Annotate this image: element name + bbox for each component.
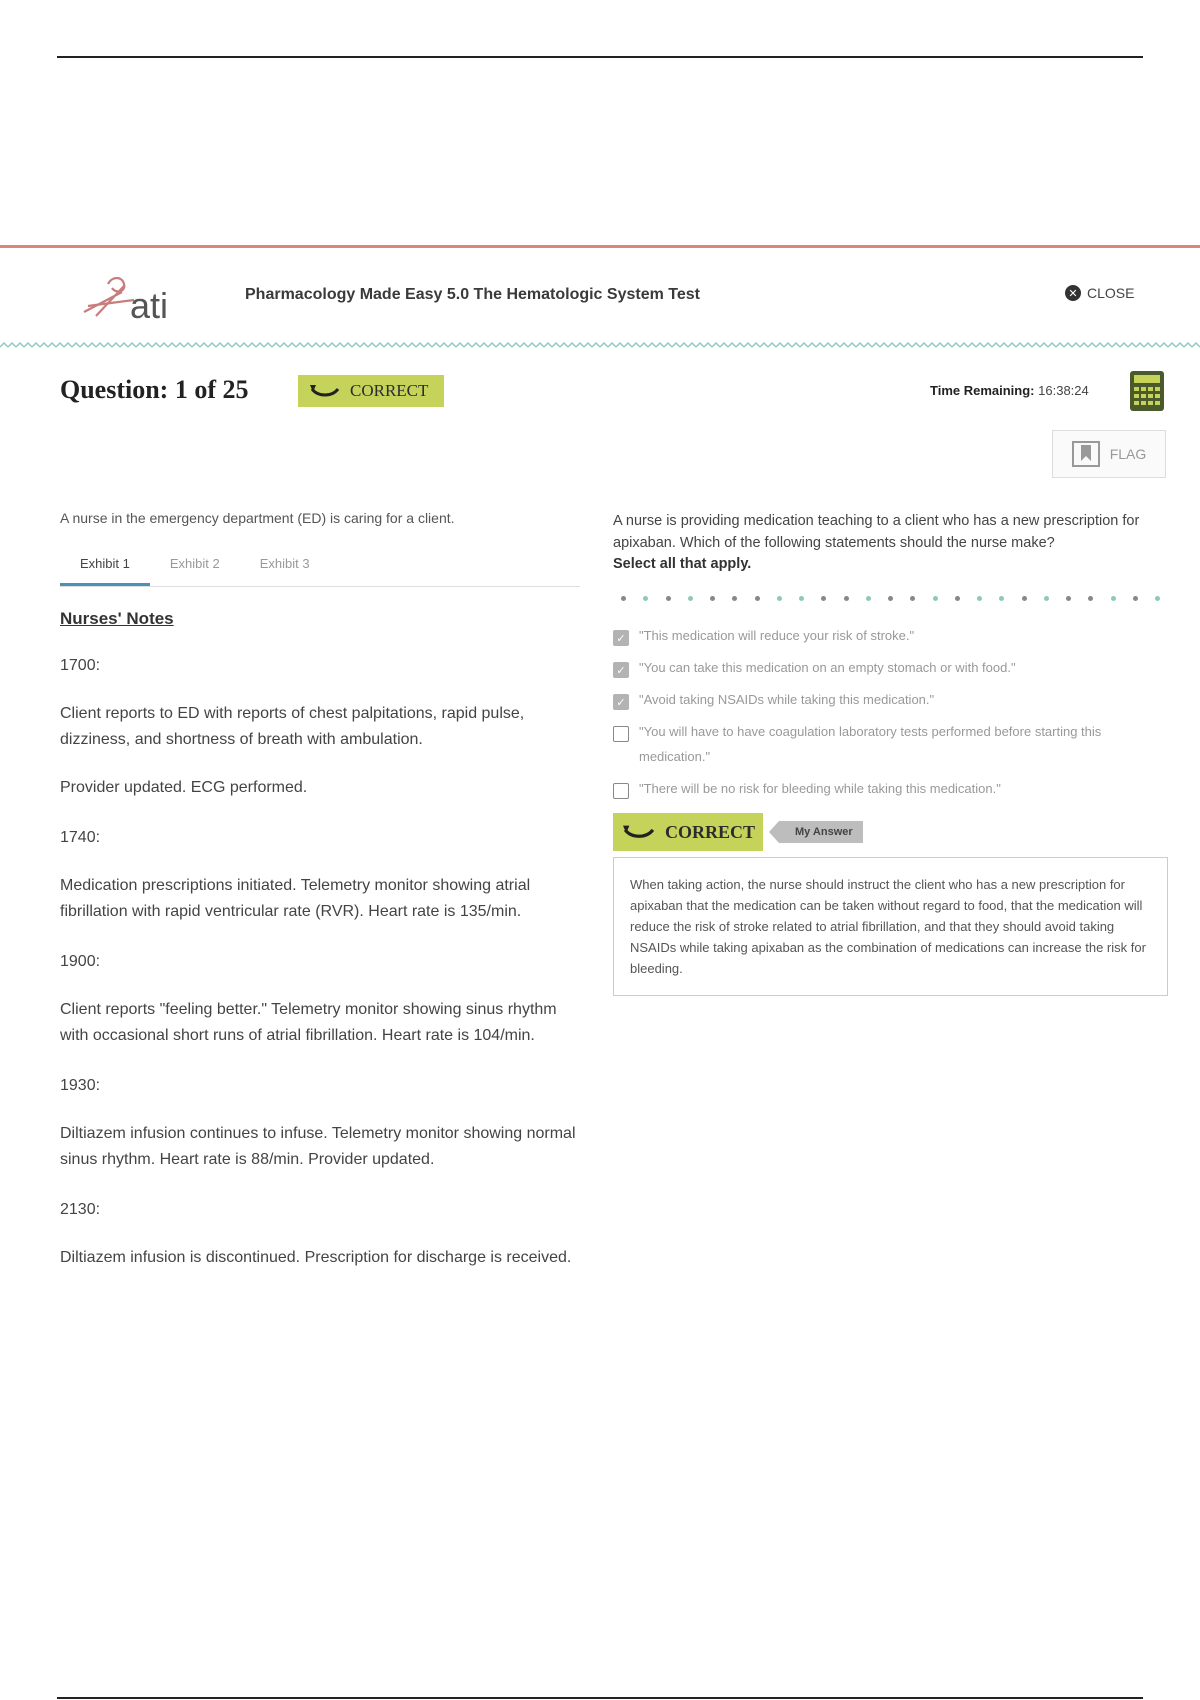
answer-option-text: "Avoid taking NSAIDs while taking this medication." bbox=[639, 692, 935, 707]
checked-checkbox[interactable]: ✓ bbox=[613, 662, 629, 678]
result-correct-badge bbox=[613, 813, 763, 851]
progress-dot bbox=[977, 596, 982, 601]
note-time: 1700: bbox=[60, 657, 101, 674]
progress-dot bbox=[999, 596, 1004, 601]
progress-dot bbox=[688, 596, 693, 601]
flag-button[interactable] bbox=[1052, 430, 1166, 478]
note-entry: Client reports to ED with reports of chest palpitations, rapid pulse, dizziness, and shortness of breath with ambulation. bbox=[60, 705, 525, 748]
answer-option-text: "This medication will reduce your risk of stroke." bbox=[639, 628, 915, 643]
time-remaining bbox=[930, 383, 1089, 398]
close-icon: ✕ bbox=[1065, 285, 1081, 301]
unchecked-checkbox[interactable] bbox=[613, 783, 629, 799]
answer-option[interactable] bbox=[613, 781, 1168, 801]
question-panel bbox=[613, 510, 1168, 996]
close-button[interactable] bbox=[1065, 285, 1134, 301]
progress-dot bbox=[1155, 596, 1160, 601]
note-entry: Client reports "feeling better." Telemetry monitor showing sinus rhythm with occasional short runs of atrial fibrillation. Heart rate is 104/min. bbox=[60, 1001, 557, 1044]
instruction: Select all that apply. bbox=[613, 556, 752, 572]
progress-dot bbox=[621, 596, 626, 601]
answer-option[interactable] bbox=[613, 692, 1168, 712]
answer-option[interactable] bbox=[613, 628, 1168, 648]
ati-logo bbox=[78, 266, 198, 328]
progress-dot bbox=[866, 596, 871, 601]
progress-dot bbox=[933, 596, 938, 601]
result-label: CORRECT bbox=[665, 821, 756, 842]
progress-dot bbox=[1044, 596, 1049, 601]
progress-dot bbox=[710, 596, 715, 601]
time-remaining-label: Time Remaining: bbox=[930, 383, 1035, 398]
curved-arrow-icon bbox=[623, 823, 655, 841]
answer-option-text: "You will have to have coagulation laboratory tests performed before starting this medication." bbox=[639, 724, 1102, 764]
exhibit-panel bbox=[60, 510, 580, 1271]
progress-dot bbox=[1066, 596, 1071, 601]
progress-dots bbox=[613, 586, 1168, 610]
scenario-intro: A nurse in the emergency department (ED) is caring for a client. bbox=[60, 510, 455, 526]
progress-dot bbox=[1022, 596, 1027, 601]
checked-checkbox[interactable]: ✓ bbox=[613, 694, 629, 710]
answer-option[interactable] bbox=[613, 724, 1168, 769]
rationale-box: When taking action, the nurse should instruct the client who has a new prescription for apixaban that the medication can be taken without regard to food, that the medication will reduce the risk of stroke related to atrial fibrillation, and that they should avoid taking NSAIDs while taking apixaban as the combination of medications can increase the risk for bleeding. bbox=[613, 857, 1168, 996]
progress-dot bbox=[844, 596, 849, 601]
exhibit-tabs bbox=[60, 552, 580, 587]
question-counter: Question: 1 of 25 bbox=[60, 375, 249, 404]
tab-exhibit-3[interactable]: Exhibit 3 bbox=[259, 556, 310, 571]
header bbox=[0, 248, 1200, 343]
progress-dot bbox=[910, 596, 915, 601]
progress-dot bbox=[666, 596, 671, 601]
flag-label: FLAG bbox=[1109, 446, 1147, 462]
close-label: CLOSE bbox=[1087, 285, 1135, 301]
correct-status-badge bbox=[298, 375, 444, 407]
my-answer-tag: My Answer bbox=[779, 821, 863, 843]
logo-text: ati bbox=[130, 285, 169, 326]
time-remaining-value: 16:38:24 bbox=[1038, 383, 1089, 398]
progress-dot bbox=[1111, 596, 1116, 601]
tab-exhibit-1[interactable]: Exhibit 1 bbox=[60, 552, 150, 586]
note-entry: Medication prescriptions initiated. Telemetry monitor showing atrial fibrillation with rapid ventricular rate (RVR). Heart rate is 135/min. bbox=[60, 877, 531, 920]
note-entry: Provider updated. ECG performed. bbox=[60, 779, 308, 796]
question-stem: A nurse is providing medication teaching to a client who has a new prescription for apixaban. Which of the following statements should the nurse make? bbox=[613, 513, 1140, 551]
note-time: 1900: bbox=[60, 953, 101, 970]
answer-option[interactable] bbox=[613, 660, 1168, 680]
correct-badge-label: CORRECT bbox=[350, 381, 429, 400]
answer-option-text: "You can take this medication on an empty stomach or with food." bbox=[639, 660, 1016, 675]
progress-dot bbox=[777, 596, 782, 601]
wave-divider bbox=[0, 340, 1200, 350]
progress-dot bbox=[821, 596, 826, 601]
page-bottom-rule bbox=[57, 1697, 1143, 1699]
progress-dot bbox=[888, 596, 893, 601]
test-title: Pharmacology Made Easy 5.0 The Hematologic System Test bbox=[245, 286, 700, 303]
bookmark-icon bbox=[1072, 441, 1100, 467]
test-app bbox=[0, 245, 1200, 1475]
calculator-icon[interactable] bbox=[1129, 370, 1165, 412]
notes-title: Nurses' Notes bbox=[60, 609, 174, 628]
answer-option-text: "There will be no risk for bleeding while taking this medication." bbox=[639, 781, 1001, 796]
checked-checkbox[interactable]: ✓ bbox=[613, 630, 629, 646]
tab-exhibit-2[interactable]: Exhibit 2 bbox=[169, 556, 220, 571]
progress-dot bbox=[799, 596, 804, 601]
progress-dot bbox=[1088, 596, 1093, 601]
progress-dot bbox=[955, 596, 960, 601]
progress-dot bbox=[755, 596, 760, 601]
result-row bbox=[613, 813, 1168, 851]
note-time: 1930: bbox=[60, 1077, 101, 1094]
curved-arrow-icon bbox=[310, 383, 340, 399]
progress-dot bbox=[643, 596, 648, 601]
note-time: 1740: bbox=[60, 829, 101, 846]
progress-dot bbox=[1133, 596, 1138, 601]
unchecked-checkbox[interactable] bbox=[613, 726, 629, 742]
question-bar bbox=[0, 365, 1200, 415]
note-entry: Diltiazem infusion is discontinued. Prescription for discharge is received. bbox=[60, 1249, 572, 1266]
page-top-rule bbox=[57, 56, 1143, 58]
note-entry: Diltiazem infusion continues to infuse. Telemetry monitor showing normal sinus rhythm. Heart rate is 88/min. Provider updated. bbox=[60, 1125, 576, 1168]
progress-dot bbox=[732, 596, 737, 601]
answer-options bbox=[613, 628, 1168, 801]
note-time: 2130: bbox=[60, 1201, 101, 1218]
